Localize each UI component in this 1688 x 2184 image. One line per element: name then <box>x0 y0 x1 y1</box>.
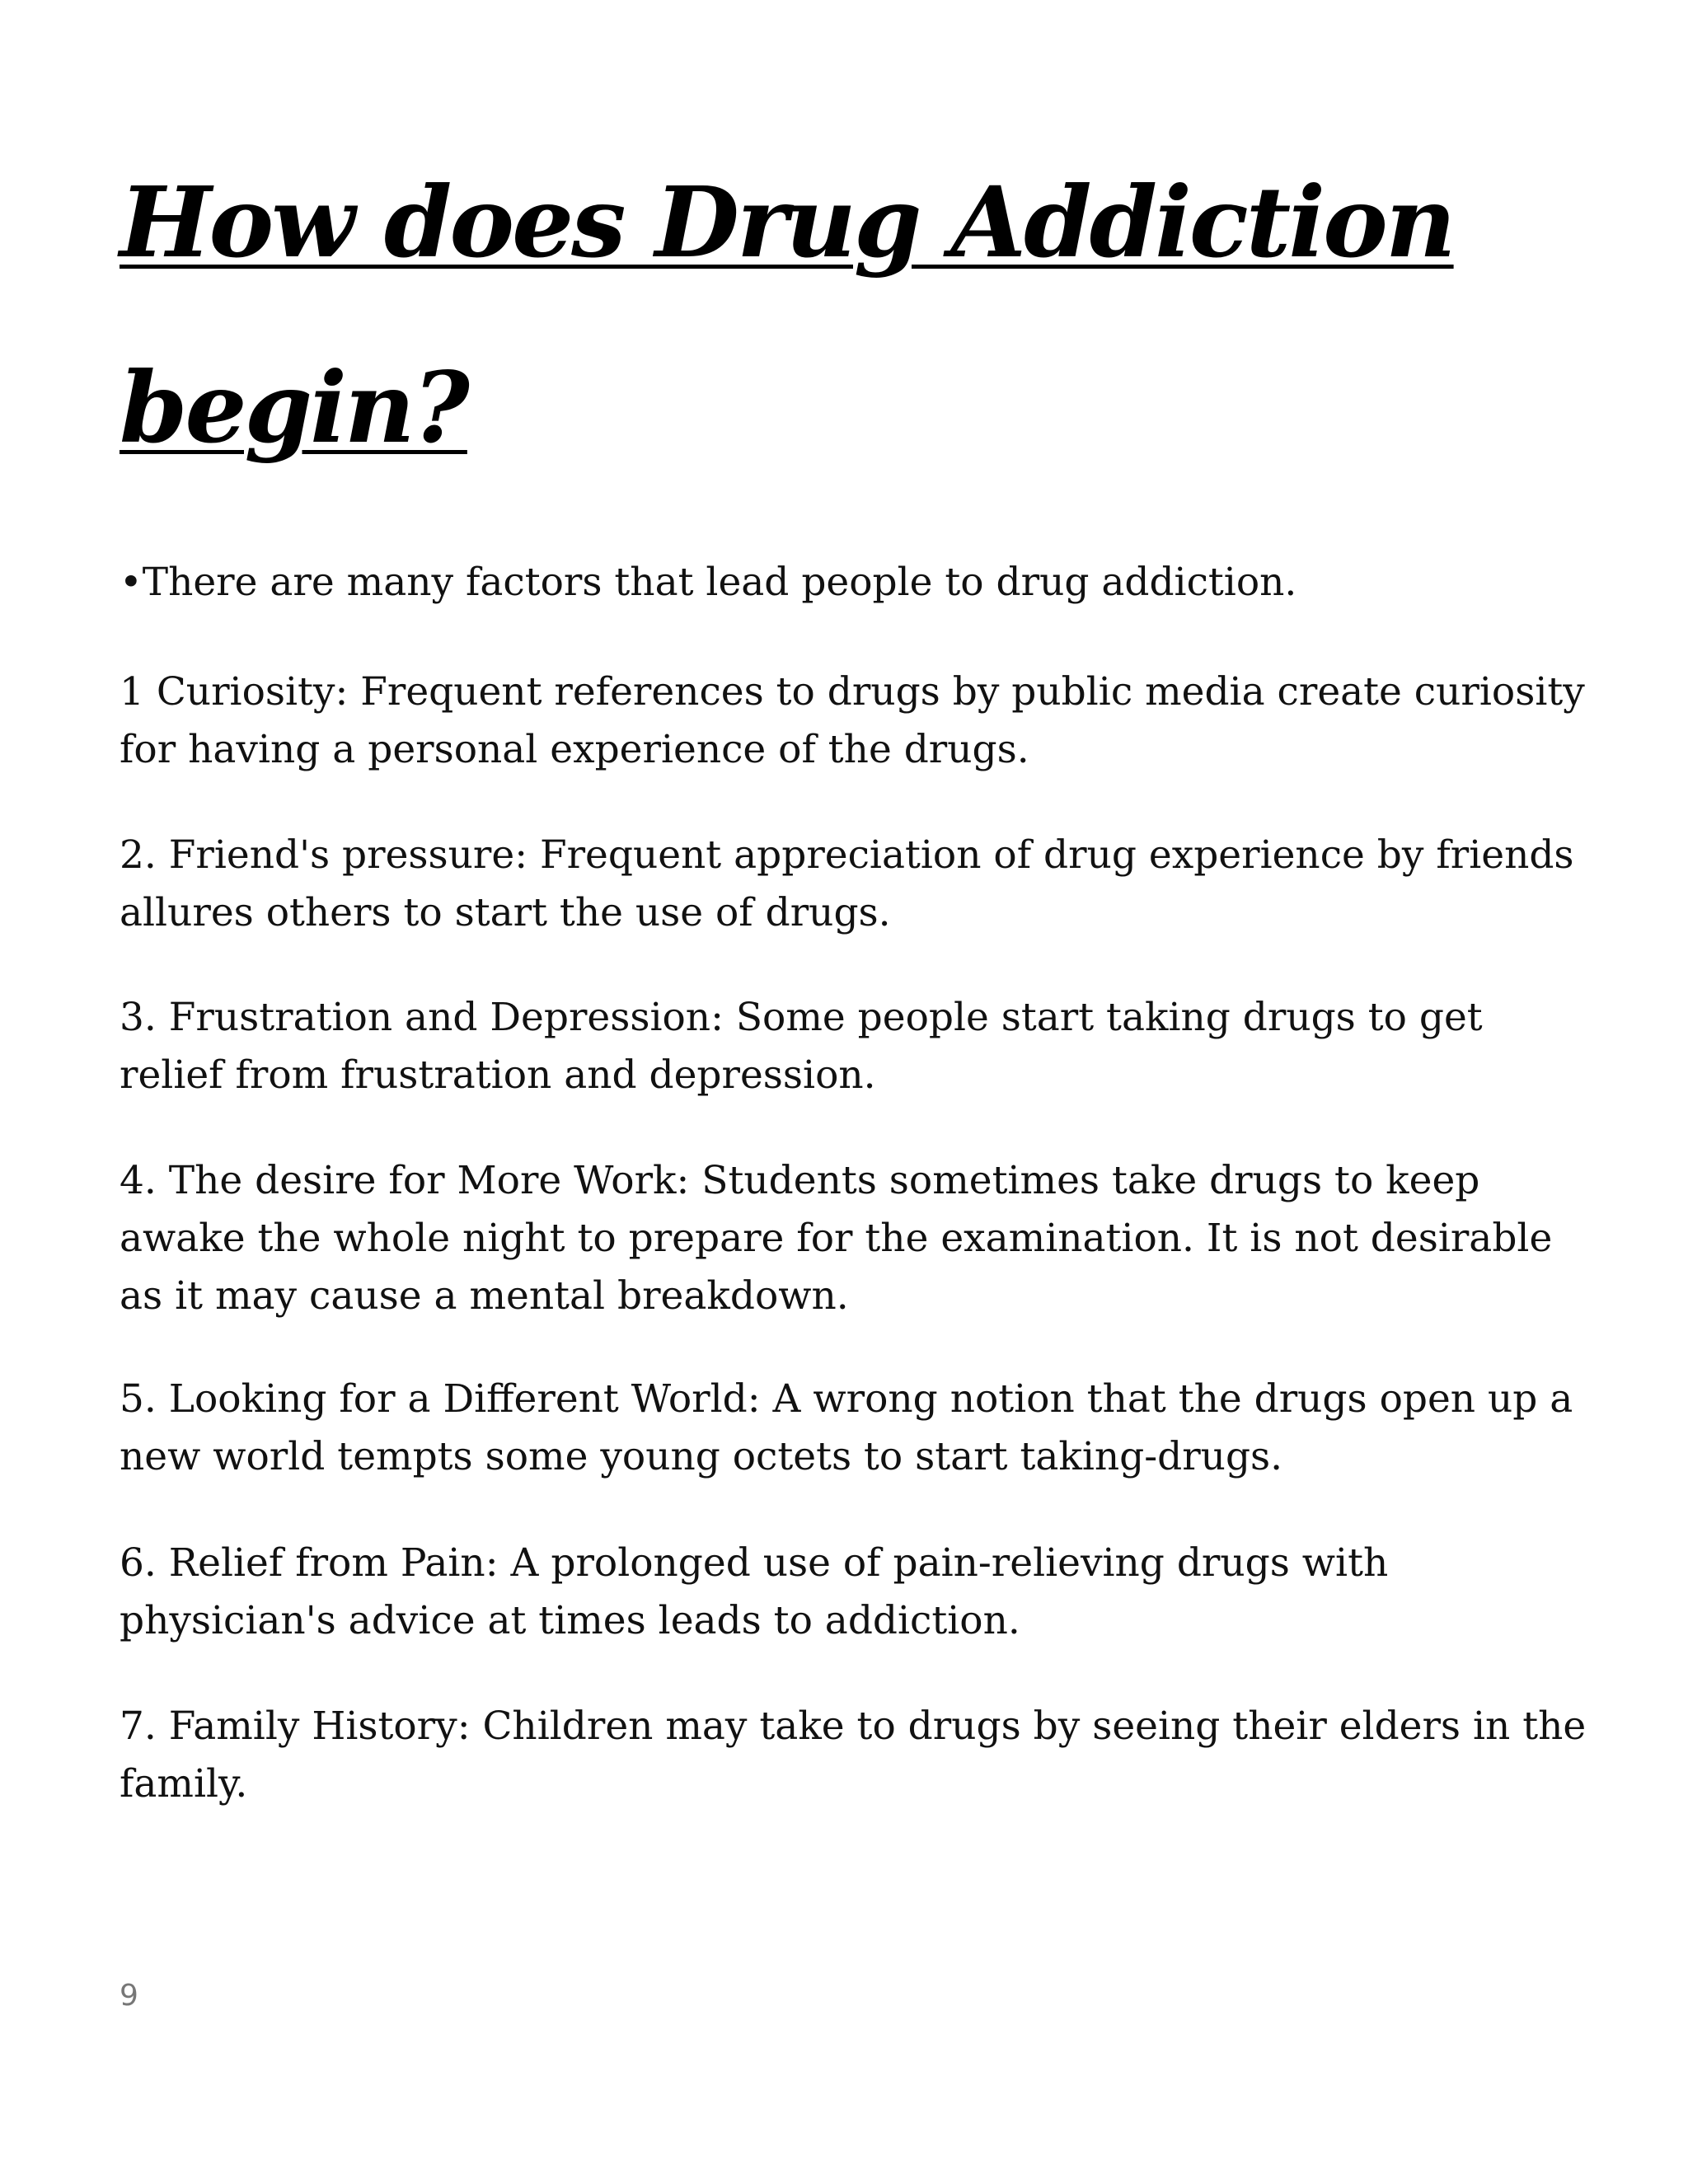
list-item-frustration: 3. Frustration and Depression: Some people start taking drugs to get relief from frustration and depression. <box>120 995 1483 1098</box>
list-item-different-world: 5. Looking for a Different World: A wrong notion that the drugs open up a new world tempts some young octets to start taking-drugs. <box>120 1376 1573 1479</box>
list-item-family-history: 7. Family History: Children may take to drugs by seeing their elders in the family. <box>120 1704 1587 1807</box>
list-item-more-work: 4. The desire for More Work: Students sometimes take drugs to keep awake the whole night to prepare for the examination. It is not desirable as it may cause a mental breakdown. <box>120 1158 1553 1319</box>
list-item-friends-pressure: 2. Friend's pressure: Frequent appreciation of drug experience by friends allures others to start the use of drugs. <box>120 832 1574 935</box>
list-item-curiosity: 1 Curiosity: Frequent references to drugs by public media create curiosity for having a personal experience of the drugs. <box>120 669 1585 772</box>
page-title-line-1: How does Drug Addiction <box>120 165 1454 279</box>
page-number: 9 <box>120 1979 138 2013</box>
intro-paragraph: •There are many factors that lead people to drug addiction. <box>120 560 1297 605</box>
list-item-relief-from-pain: 6. Relief from Pain: A prolonged use of pain-relieving drugs with physician's advice at times leads to addiction. <box>120 1540 1389 1643</box>
page-title-line-2: begin? <box>120 350 467 465</box>
